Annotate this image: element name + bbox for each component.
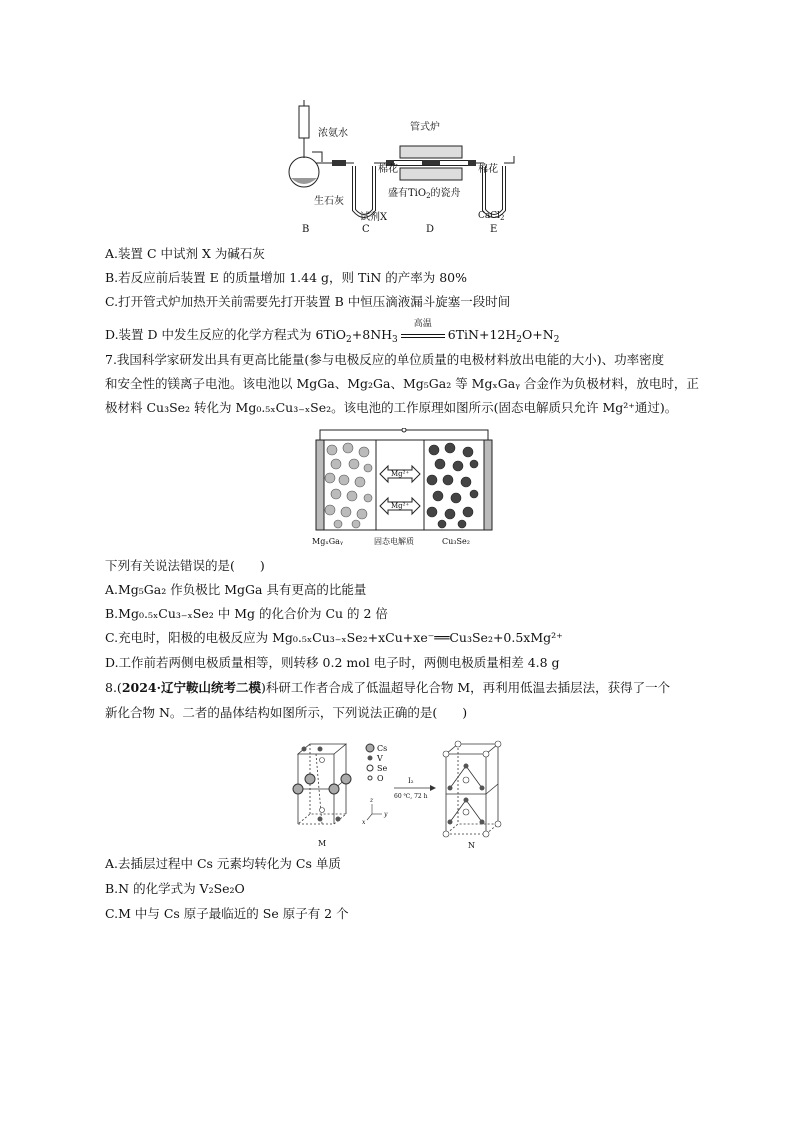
q6-option-c: C.打开管式炉加热开关前需要先打开装置 B 中恒压滴液漏斗旋塞一段时间: [105, 294, 511, 309]
legend-o: O: [377, 774, 384, 783]
label-reagent: 试剂X: [360, 212, 388, 223]
q6-option-a: A.装置 C 中试剂 X 为碱石灰: [105, 246, 265, 261]
q6-option-d: D.装置 D 中发生反应的化学方程式为 $6TiO_2+8NH_3$ 高温 $6TiN+12H_2O+N_2$: [105, 327, 559, 348]
reagent-label: I₂: [408, 777, 414, 785]
label-ammonia: 浓氨水: [318, 128, 348, 139]
battery-figure: [310, 428, 500, 550]
label-cotton-c: 棉花: [378, 164, 398, 175]
label-cacl2: CaCl$_2$: [478, 211, 505, 222]
label-n: N: [468, 841, 475, 850]
cs-atoms-m: [293, 774, 351, 794]
ion-label-top: Mg²⁺: [391, 470, 410, 478]
legend-cs: Cs: [377, 744, 388, 753]
se-atoms-m: [320, 758, 325, 813]
q7-stem-line-1: 7.我国科学家研发出具有更高比能量(参与电极反应的单位质量的电极材料放出电能的大小)、功率密度: [105, 352, 665, 367]
axis-y: y: [384, 811, 388, 818]
q7-question: 下列有关说法错误的是( ): [105, 558, 265, 573]
ion-label-bottom: Mg²⁺: [391, 502, 410, 510]
axis-x: x: [362, 819, 366, 826]
label-e: E: [490, 224, 498, 235]
q8-option-c: C.M 中与 Cs 原子最临近的 Se 原子有 2 个: [105, 906, 349, 921]
q6-option-b: B.若反应前后装置 E 的质量增加 1.44 g，则 TiN 的产率为 80%: [105, 270, 467, 285]
apparatus-figure: [282, 100, 522, 235]
reaction-condition: 高温: [413, 319, 432, 329]
q8-option-a: A.去插层过程中 Cs 元素均转化为 Cs 单质: [105, 856, 341, 871]
label-lime: 生石灰: [314, 196, 344, 207]
label-boat: 盛有TiO$_2$的瓷舟: [388, 188, 461, 200]
label-cotton-e: 棉花: [478, 164, 498, 175]
q7-option-b: B.Mg₀.₅ₓCu₃₋ₓSe₂ 中 Mg 的化合价为 Cu 的 2 倍: [105, 606, 388, 621]
q8-stem-line-2: 新化合物 N。二者的晶体结构如图所示，下列说法正确的是( ): [105, 705, 468, 720]
q7-option-a: A.Mg₅Ga₂ 作负极比 MgGa 具有更高的比能量: [105, 582, 367, 597]
label-d: D: [426, 224, 435, 235]
legend-se: Se: [377, 764, 388, 773]
crystal-figure: [290, 736, 530, 850]
label-b: B: [302, 224, 310, 235]
q7-stem-line-2: 和安全性的镁离子电池。该电池以 MgGa、Mg₂Ga、Mg₅Ga₂ 等 MgₓGaᵧ 合金作为负极材料，放电时，正: [105, 376, 699, 391]
condition-label: 60 ℃, 72 h: [394, 793, 428, 800]
cathode-label: Cu₃Se₂: [442, 537, 470, 546]
q8-stem-line-1: 8.(2024·辽宁鞍山统考二模)科研工作者合成了低温超导化合物 M，再利用低温去插层法，获得了一个: [105, 680, 671, 695]
anode-label: MgₓGaᵧ: [312, 537, 343, 546]
q8-source: 2024·辽宁鞍山统考二模: [121, 680, 261, 695]
electrolyte-label: 固态电解质: [374, 537, 414, 546]
label-c: C: [362, 224, 370, 235]
label-furnace: 管式炉: [410, 122, 440, 133]
label-m: M: [318, 839, 327, 848]
legend-v: V: [377, 754, 383, 763]
q7-option-d: D.工作前若两侧电极质量相等，则转移 0.2 mol 电子时，两侧电极质量相差 4.8 g: [105, 655, 560, 670]
axis-z: z: [370, 797, 374, 804]
q7-stem-line-3: 极材料 Cu₃Se₂ 转化为 Mg₀.₅ₓCu₃₋ₓSe₂。该电池的工作原理如图所示(固态电解质只允许 Mg²⁺通过)。: [105, 400, 678, 415]
q7-option-c: C.充电时，阳极的电极反应为 Mg₀.₅ₓCu₃₋ₓSe₂+xCu+xe⁻══Cu₃Se₂+0.5xMg²⁺: [105, 630, 563, 645]
q8-option-b: B.N 的化学式为 V₂Se₂O: [105, 881, 245, 896]
